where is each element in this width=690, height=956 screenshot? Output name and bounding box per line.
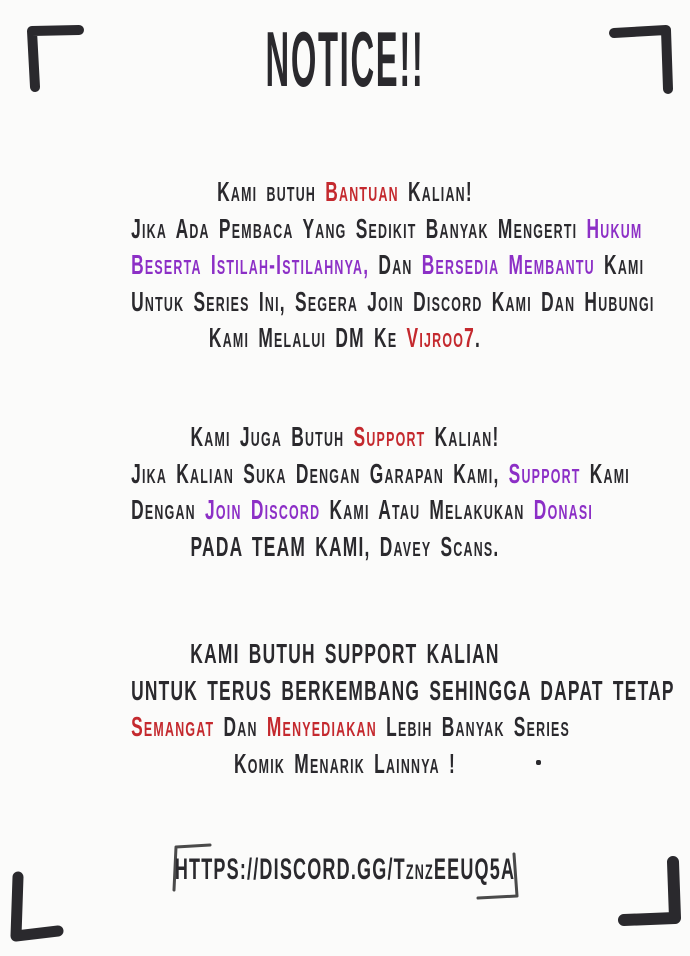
text-run: Lebih Banyak Series bbox=[376, 711, 571, 743]
text-line bbox=[131, 636, 559, 673]
text-run: Jika Kalian Suka Dengan Garapan Kami, bbox=[131, 457, 509, 489]
text-line bbox=[131, 320, 559, 357]
text-run: Kalian! bbox=[398, 176, 473, 207]
highlighted-text: Hukum bbox=[586, 212, 643, 244]
text-line bbox=[131, 284, 655, 321]
corner-mark-top-left-icon bbox=[22, 20, 84, 94]
text-run: KAMI BUTUH SUPPORT KALIAN bbox=[190, 638, 500, 669]
paragraph-support-request bbox=[131, 419, 630, 565]
text-line bbox=[131, 174, 559, 211]
text-run: PADA TEAM KAMI, Davey Scans. bbox=[190, 530, 500, 562]
highlighted-text: Support bbox=[353, 421, 426, 452]
paragraph-growth-message bbox=[131, 636, 675, 782]
text-run: Dan bbox=[214, 711, 267, 743]
text-run: Kalian! bbox=[425, 421, 500, 452]
highlighted-text: Beserta Istilah-Istilahnya, bbox=[131, 249, 370, 281]
text-run: Kami butuh bbox=[217, 176, 326, 207]
text-line bbox=[131, 529, 559, 566]
text-line bbox=[131, 247, 645, 284]
text-run: . bbox=[474, 322, 482, 354]
paragraph-help-request bbox=[131, 174, 655, 357]
stray-dot bbox=[536, 760, 541, 765]
highlighted-text: Menyediakan bbox=[266, 711, 377, 743]
text-line bbox=[131, 211, 643, 248]
text-run: Untuk Series Ini, Segera Join Discord Kami Dan Hubungi bbox=[131, 285, 655, 317]
text-run: Kami Juga Butuh bbox=[190, 421, 354, 452]
discord-invite-link: HTTPS://DISCORD.GG/TznzEEUQ5A bbox=[174, 853, 516, 886]
text-run: Dan bbox=[369, 249, 422, 281]
text-run: Kami Melalui DM Ke bbox=[208, 322, 407, 354]
text-line bbox=[131, 673, 675, 710]
highlighted-text: Join Discord bbox=[205, 494, 321, 526]
page-title: NOTICE!! bbox=[265, 15, 425, 103]
text-line bbox=[131, 709, 571, 746]
text-run: Kami bbox=[580, 457, 630, 489]
text-run: Kami Atau Melakukan bbox=[320, 494, 534, 526]
text-run: Dengan bbox=[131, 494, 206, 526]
highlighted-text: Bantuan bbox=[325, 176, 399, 207]
text-run: Komik Menarik Lainnya ! bbox=[234, 747, 456, 779]
text-line bbox=[131, 419, 559, 456]
highlighted-text: Donasi bbox=[533, 494, 594, 526]
highlighted-text: Bersedia Membantu bbox=[421, 249, 595, 281]
text-run: Kami bbox=[594, 249, 645, 281]
text-run: Jika Ada Pembaca Yang Sedikit Banyak Mengerti bbox=[131, 212, 587, 244]
text-line bbox=[131, 456, 630, 493]
corner-mark-bottom-right-icon bbox=[616, 854, 682, 932]
highlighted-text: Vijroo7 bbox=[406, 322, 475, 354]
highlighted-text: Support bbox=[508, 457, 581, 489]
highlighted-text: Semangat bbox=[131, 711, 215, 743]
corner-mark-top-right-icon bbox=[606, 22, 676, 96]
text-line bbox=[131, 746, 559, 783]
text-run: UNTUK TERUS BERKEMBANG SEHINGGA DAPAT TETAP bbox=[131, 674, 675, 706]
corner-mark-bottom-left-icon bbox=[8, 870, 66, 946]
text-line bbox=[131, 492, 594, 529]
